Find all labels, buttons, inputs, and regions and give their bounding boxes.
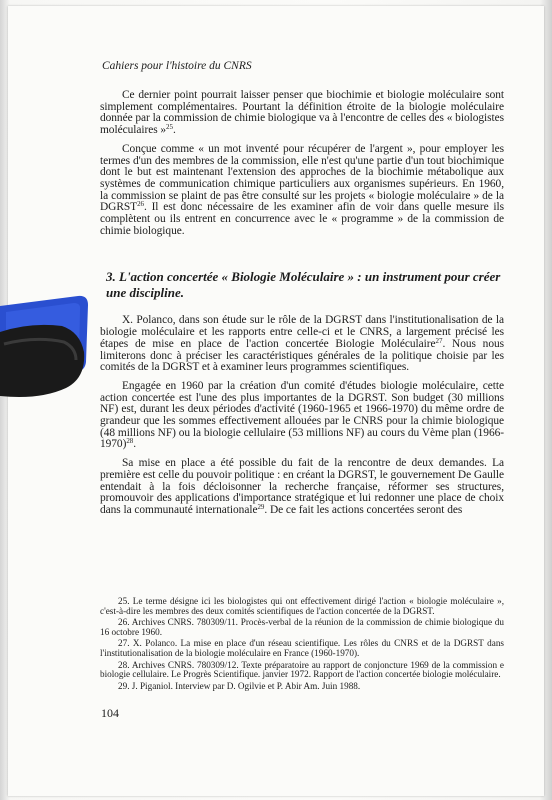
clip-dark-strap [0, 325, 84, 397]
paragraph-2 [100, 144, 504, 238]
footnote-27: 27. X. Polanco. La mise en place d'un réseau scientifique. Les rôles du CNRS et de la DGRST dans l'institutionalisation de la biologie moléculaire en France (1960-1970). [100, 638, 504, 658]
paragraph-4-end: . [133, 438, 137, 451]
footnote-29: 29. J. Piganiol. Interview par D. Ogilvie et P. Abir Am. Juin 1988. [118, 680, 361, 691]
running-title: Cahiers pour l'histoire du CNRS [102, 60, 252, 72]
paragraph-5-end: . De ce fait les actions concertées seront des [264, 503, 463, 516]
paragraph-1-end: . [172, 124, 176, 137]
paragraph-3-end: . Nous nous limiterons donc à préciser les caractéristiques générales de la politique choisie par les comités de la DGRST et à examiner leurs programmes scientifiques. [100, 337, 504, 374]
paragraph-2-end: . Il est donc nécessaire de les examiner afin de voir dans quelle mesure ils complètent ou ils entrent en concurrence avec le « programme » de la commission de chimie biologique. [100, 201, 504, 237]
footnotes [100, 597, 504, 693]
footnote-ref-27: 27 [435, 336, 443, 345]
paragraph-2-text: Conçue comme « un mot inventé pour récupérer de l'argent », pour employer les termes d'un des membres de la commission, elle n'est qu'une partie d'un tout biochimique dont le but est maintenant l'extension des approches de la biochimie métabolique aux systèmes de communication chimique particuliers aux organismes supérieurs. En 1960, la commission se plaint de pas être consulté sur les projets « biologie moléculaire » de la DGRST [100, 142, 504, 214]
paragraph-1 [100, 90, 504, 137]
binder-clip-image [0, 292, 92, 400]
footnote-26: 26. Archives CNRS. 780309/11. Procès-verbal de la réunion de la commission de chimie biologique du 16 octobre 1960. [100, 617, 504, 637]
paragraph-3 [100, 315, 504, 374]
page-content [100, 60, 504, 524]
page-number: 104 [101, 706, 119, 720]
paragraph-1-text: Ce dernier point pourrait laisser penser que biochimie et biologie moléculaire sont simplement complémentaires. Pourtant la définition étroite de la biologie moléculaire donnée par la commission de chimie biologique va à l'encontre de celles des « biologistes moléculaires » [100, 89, 504, 137]
footnote-ref-29: 29 [257, 502, 265, 511]
footnote-25: 25. Le terme désigne ici les biologistes qui ont effectivement dirigé l'action « biologie moléculaire », c'est-à-dire les membres des deux comités scientifiques de l'action concertée de la DGRST. [100, 596, 504, 616]
paragraph-3-text: X. Polanco, dans son étude sur le rôle de la DGRST dans l'institutionalisation de la biologie moléculaire et les rapports entre celle-ci et le CNRS, a largement précisé les étapes de mise en place de l'action concertée Biologie Moléculaire [100, 314, 504, 350]
paragraph-5-text: Sa mise en place a été possible du fait de la rencontre de deux demandes. La première est celle du pouvoir politique : en créant la DGRST, le gouvernement De Gaulle entendait à la fois décloisonner la recherche française, réformer ses structures, promouvoir des applications d'importance stratégique et lui redonner une place de choix dans la communauté internationale [100, 457, 504, 516]
footnote-ref-26: 26 [137, 200, 144, 209]
paragraph-4-text: Engagée en 1960 par la création d'un comité d'études biologie moléculaire, cette action concertée est l'une des plus importantes de la DGRST. Son budget (30 millions NF) est, durant les deux périodes d'activité (1960-1965 et 1966-1970) du même ordre de grandeur que les sommes effectivement allouées par le CNRS pour la chimie biologique (48 millions NF) ou la biologie cellulaire (53 millions NF) au cours du Vème plan (1966-1970) [100, 379, 504, 451]
footnote-ref-25: 25 [166, 123, 173, 132]
paragraph-4 [100, 381, 504, 451]
section-heading: 3. L'action concertée « Biologie Moléculaire » : un instrument pour créer une discipline. [106, 269, 501, 301]
footnote-28: 28. Archives CNRS. 780309/12. Texte préparatoire au rapport de conjoncture 1969 de la commission e biologie cellulaire. Le Progrès Scientifique. janvier 1972. Rapport de l'action concertée biologie moléculaire. [100, 659, 504, 680]
footnote-ref-28: 28 [126, 437, 134, 446]
paragraph-5 [100, 458, 504, 517]
